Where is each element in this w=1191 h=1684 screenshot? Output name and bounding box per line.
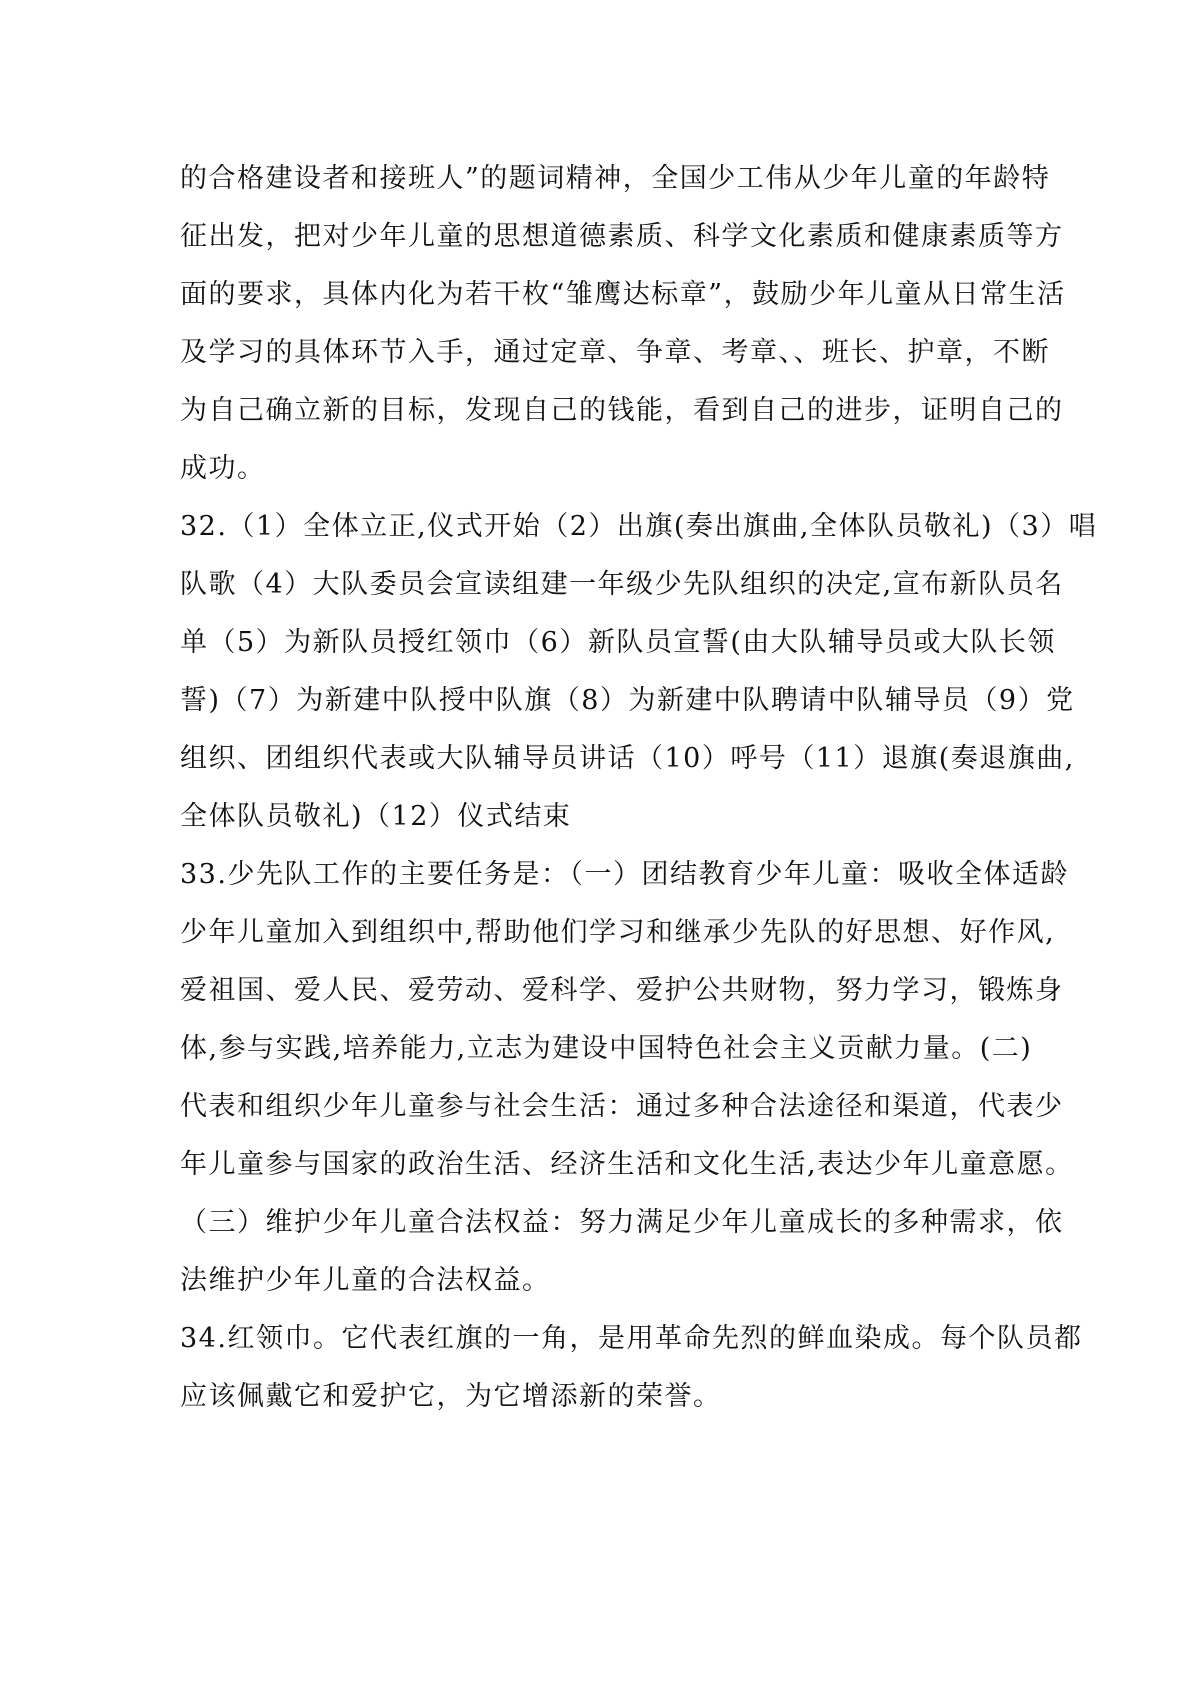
text-line: 为自己确立新的目标，发现自己的钱能，看到自己的进步，证明自己的 bbox=[180, 395, 1064, 426]
text-line: （三）维护少年儿童合法权益：努力满足少年儿童成长的多种需求，依 bbox=[180, 1207, 1064, 1238]
text-line: 体,参与实践,培养能力,立志为建设中国特色社会主义贡献力量。(二) bbox=[180, 1033, 1033, 1064]
text-line: 队歌（4）大队委员会宣读组建一年级少先队组织的决定,宣布新队员名 bbox=[180, 569, 1064, 600]
text-line: 面的要求，具体内化为若干枚“雏鹰达标章”，鼓励少年儿童从日常生活 bbox=[180, 279, 1066, 310]
text-line: 单（5）为新队员授红领巾（6）新队员宣誓(由大队辅导员或大队长领 bbox=[180, 627, 1056, 658]
text-line: 的合格建设者和接班人”的题词精神，全国少工伟从少年儿童的年龄特 bbox=[180, 163, 1051, 194]
document-body bbox=[180, 150, 1098, 1426]
text-line: 33.少先队工作的主要任务是：（一）团结教育少年儿童：吸收全体适龄 bbox=[180, 859, 1069, 890]
text-line: 法维护少年儿童的合法权益。 bbox=[180, 1265, 551, 1296]
text-line: 成功。 bbox=[180, 453, 266, 484]
text-line: 少年儿童加入到组织中,帮助他们学习和继承少先队的好思想、好作风, bbox=[180, 917, 1056, 948]
text-line: 誓)（7）为新建中队授中队旗（8）为新建中队聘请中队辅导员（9）党 bbox=[180, 685, 1075, 716]
text-line: 组织、团组织代表或大队辅导员讲话（10）呼号（11）退旗(奏退旗曲, bbox=[180, 743, 1075, 774]
text-line: 代表和组织少年儿童参与社会生活：通过多种合法途径和渠道，代表少 bbox=[180, 1091, 1064, 1122]
text-line: 年儿童参与国家的政治生活、经济生活和文化生活,表达少年儿童意愿。 bbox=[180, 1149, 1074, 1180]
text-line: 及学习的具体环节入手，通过定章、争章、考章、、班长、护章，不断 bbox=[180, 337, 1050, 368]
text-line: 34.红领巾。它代表红旗的一角，是用革命先烈的鲜血染成。每个队员都 bbox=[180, 1323, 1083, 1354]
text-line: 应该佩戴它和爱护它，为它增添新的荣誉。 bbox=[180, 1381, 722, 1412]
text-line: 征出发，把对少年儿童的思想道德素质、科学文化素质和健康素质等方 bbox=[180, 221, 1064, 252]
text-line: 爱祖国、爱人民、爱劳动、爱科学、爱护公共财物，努力学习，锻炼身 bbox=[180, 975, 1064, 1006]
text-line: 全体队员敬礼)（12）仪式结束 bbox=[180, 801, 572, 832]
text-line: 32.（1）全体立正,仪式开始（2）出旗(奏出旗曲,全体队员敬礼)（3）唱 bbox=[180, 511, 1098, 542]
